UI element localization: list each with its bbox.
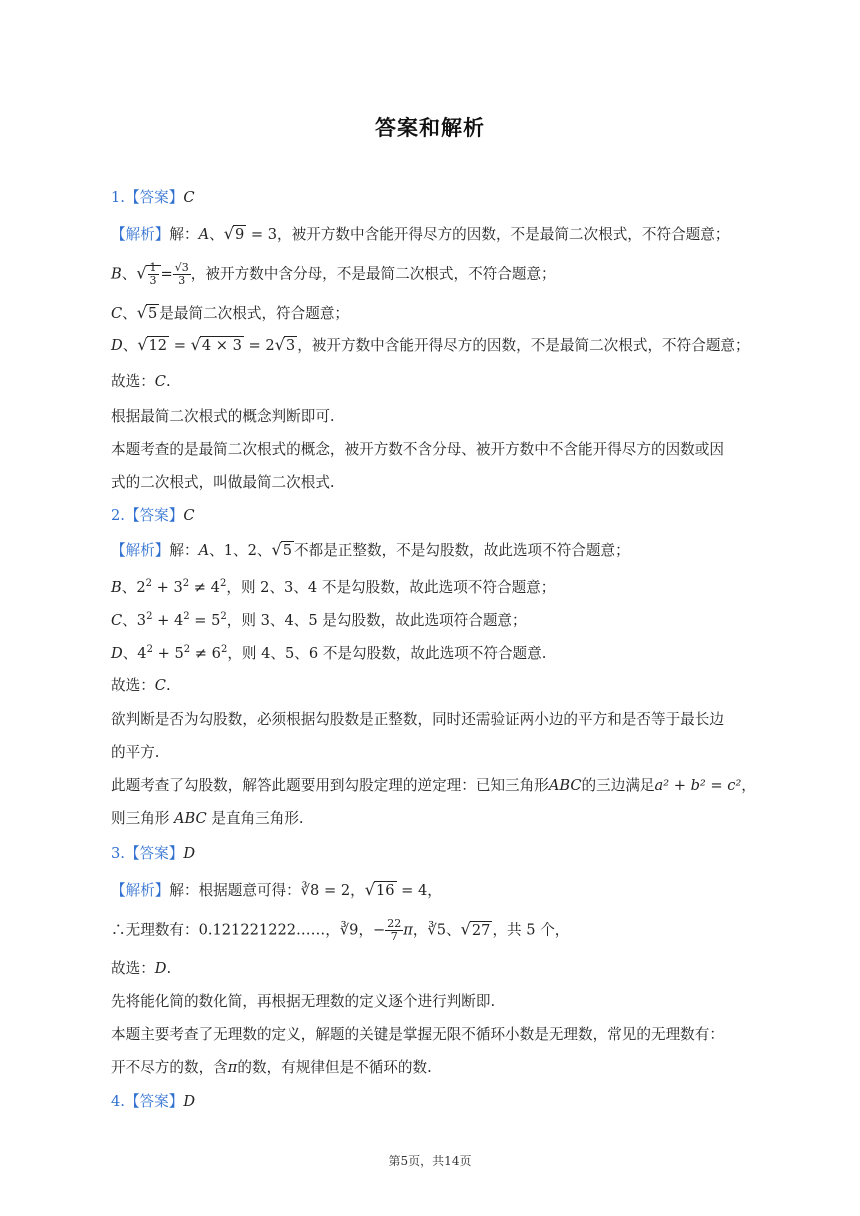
q2-answer: C — [183, 507, 195, 524]
q3-note-3 — [111, 1058, 432, 1078]
text: ，− — [358, 921, 386, 939]
answer: C — [154, 373, 166, 390]
q2-analysis-line-1 — [111, 540, 630, 561]
equals: = 2 — [243, 337, 275, 354]
radicand: 9 — [234, 226, 245, 243]
text: 、2 — [121, 578, 146, 596]
option-label: C — [111, 611, 123, 629]
q4-answer-tag: 【答案】 — [124, 1093, 184, 1110]
option-label: A — [198, 542, 210, 559]
q1-note-3: 式的二次根式，叫做最简二次根式. — [111, 474, 335, 491]
text: 故选： — [111, 960, 155, 977]
radical-sign: √ — [190, 335, 201, 354]
equals: = — [160, 265, 173, 283]
text: ， — [412, 921, 428, 939]
radicand: 5 — [282, 542, 292, 559]
denominator: 3 — [149, 274, 157, 287]
radical-sign: √ — [364, 880, 375, 899]
radical-sign: √ — [136, 263, 147, 283]
answer: D — [154, 960, 167, 977]
answer: C — [154, 677, 166, 694]
text: 、 — [122, 337, 138, 354]
text: 故选： — [111, 373, 155, 390]
text: ≠ 6 — [190, 644, 221, 662]
text: ≠ 4 — [189, 578, 220, 596]
triangle-label: ABC — [548, 777, 582, 794]
text: . — [165, 677, 171, 694]
text: ，则 3、4、5 是勾股数，故此选项符合题意； — [226, 611, 527, 629]
q2-note-4 — [111, 809, 304, 829]
text: 、4 — [122, 644, 147, 662]
q1-answer-line — [111, 188, 195, 208]
numerator: 1 — [149, 261, 157, 274]
q3-analysis-tag: 【解析】 — [111, 882, 170, 899]
q2-note-3 — [111, 776, 756, 796]
option-label: C — [111, 305, 123, 322]
exponent: 2 — [146, 644, 153, 655]
text: 不都是正整数，不是勾股数，故此选项不符合题意； — [294, 542, 630, 559]
q3-note-2: 本题主要考查了无理数的定义，解题的关键是掌握无限不循环小数是无理数，常见的无理数有： — [111, 1026, 724, 1043]
exponent: 2 — [219, 578, 227, 589]
q2-number: 2. — [111, 507, 125, 524]
q1-answer: C — [183, 189, 195, 206]
numerator: √3 — [174, 261, 189, 274]
radicand: 27 — [471, 921, 491, 939]
q3-analysis-line-1 — [111, 880, 442, 901]
radicand: 12 — [148, 337, 168, 354]
text: 解： — [169, 542, 199, 559]
text: ，则 4、5、6 不是勾股数，故此选项不符合题意. — [227, 644, 547, 662]
fraction — [148, 262, 159, 287]
option-label: B — [111, 578, 122, 596]
text: 故选： — [111, 677, 155, 694]
text: 则三角形 — [111, 810, 175, 827]
pi-symbol: π — [227, 1059, 238, 1076]
denominator: 3 — [178, 274, 186, 287]
text: 、3 — [122, 611, 147, 629]
exponent: 2 — [220, 644, 228, 655]
text: . — [166, 960, 172, 977]
q2-note-1: 欲判断是否为勾股数，必须根据勾股数是正整数，同时还需验证两小边的平方和是否等于最长边 — [111, 711, 724, 728]
q1-note-1: 根据最简二次根式的概念判断即可. — [111, 408, 335, 425]
text: 解：根据题意可得： — [169, 882, 301, 899]
cube-root: ∛9 — [339, 921, 359, 939]
equation: a² + b² = c² — [654, 777, 742, 794]
q2-analysis-line-3 — [111, 607, 527, 631]
q3-choice-line — [111, 959, 171, 979]
radical-sign: √ — [223, 224, 234, 243]
pi-symbol: π — [403, 921, 413, 939]
text: 解： — [169, 226, 199, 243]
page-footer: 第5页，共14页 — [388, 1154, 472, 1168]
option-label: A — [198, 226, 210, 243]
q3-answer: D — [183, 845, 196, 862]
text: 开不尽方的数，含 — [111, 1059, 228, 1076]
text: 、 — [209, 226, 224, 243]
q1-analysis-tag: 【解析】 — [111, 226, 170, 243]
q1-answer-tag: 【答案】 — [124, 189, 184, 206]
radical-sign: √ — [136, 303, 147, 322]
text: ，则 2、3、4 不是勾股数，故此选项不符合题意； — [226, 578, 556, 596]
text: 的三边满足 — [581, 777, 655, 794]
exponent: 2 — [183, 644, 191, 655]
option-label: D — [111, 337, 123, 354]
q4-number: 4. — [111, 1093, 125, 1110]
q1-analysis-line-2 — [111, 262, 556, 287]
text: ， — [741, 777, 756, 794]
option-label: B — [111, 265, 122, 283]
exponent: 2 — [182, 578, 190, 589]
denominator: 7 — [390, 930, 398, 943]
q3-number: 3. — [111, 845, 125, 862]
q2-note-2: 的平方. — [111, 744, 160, 761]
radicand: 5 — [147, 305, 158, 322]
q3-answer-tag: 【答案】 — [124, 845, 184, 862]
q2-analysis-tag: 【解析】 — [111, 542, 170, 559]
q1-number: 1. — [111, 189, 125, 206]
text: ，共 5 个， — [492, 921, 570, 939]
text: = 5 — [189, 611, 221, 629]
fraction — [385, 918, 403, 943]
exponent: 2 — [145, 578, 152, 589]
q2-analysis-line-4 — [111, 640, 546, 664]
q4-answer: D — [183, 1093, 196, 1110]
option-label: D — [111, 644, 123, 662]
equals: = — [169, 337, 191, 354]
text: 、1、2、 — [209, 542, 272, 559]
text: 是最简二次根式，符合题意； — [159, 305, 350, 322]
equation: = 3 — [246, 226, 278, 243]
cube-root: ∛5 — [427, 921, 447, 939]
text: + 5 — [152, 644, 184, 662]
cube-root: ∛8 — [300, 882, 320, 899]
text: 、 — [446, 921, 461, 939]
text: 的数，有规律但是不循环的数. — [237, 1059, 432, 1076]
text: 是直角三角形. — [206, 810, 304, 827]
q2-answer-tag: 【答案】 — [124, 507, 184, 524]
q1-choice-line — [111, 372, 171, 392]
text: ，被开方数中含能开得尽方的因数，不是最简二次根式，不符合题意； — [297, 337, 750, 354]
q2-choice-line — [111, 676, 171, 696]
q4-answer-line — [111, 1092, 195, 1112]
text: . — [165, 373, 171, 390]
q2-analysis-line-2 — [111, 574, 555, 598]
text: + 3 — [152, 578, 183, 596]
radicand: 4 × 3 — [201, 337, 242, 354]
text: 、 — [121, 265, 137, 283]
fraction — [173, 262, 191, 287]
radical-sign: √ — [137, 335, 148, 354]
q1-analysis-line-4 — [111, 335, 750, 356]
equation: = 4， — [396, 882, 442, 899]
text: ∴无理数有：0.121221222……， — [111, 921, 340, 939]
text: 此题考查了勾股数，解答此题要用到勾股定理的逆定理：已知三角形 — [111, 777, 549, 794]
radical-sign: √ — [271, 540, 282, 559]
q3-analysis-line-2 — [111, 918, 569, 943]
q1-note-2: 本题考查的是最简二次根式的概念，被开方数不含分母、被开方数中不含能开得尽方的因数或因 — [111, 441, 724, 458]
text: + 4 — [152, 611, 184, 629]
text: ，被开方数中含能开得尽方的因数，不是最简二次根式，不符合题意； — [277, 226, 730, 243]
text: ，被开方数中含分母，不是最简二次根式，不符合题意； — [190, 265, 556, 283]
equation: = 2， — [319, 882, 365, 899]
q3-note-1: 先将能化简的数化简，再根据无理数的定义逐个进行判断即. — [111, 993, 496, 1010]
numerator: 22 — [387, 917, 402, 930]
triangle-label: ABC — [174, 810, 207, 827]
q1-analysis-line-1 — [111, 224, 729, 245]
exponent: 2 — [146, 611, 153, 622]
text: 、 — [122, 305, 137, 322]
radical-sign: √ — [460, 919, 471, 939]
page-title: 答案和解析 — [375, 116, 485, 140]
q3-answer-line — [111, 844, 195, 864]
exponent: 2 — [183, 611, 190, 622]
q2-answer-line — [111, 506, 195, 526]
q1-analysis-line-3 — [111, 303, 349, 324]
radicand: 16 — [375, 882, 395, 899]
radicand: 3 — [285, 337, 296, 354]
exponent: 2 — [220, 611, 227, 622]
radical-sign: √ — [274, 335, 285, 354]
